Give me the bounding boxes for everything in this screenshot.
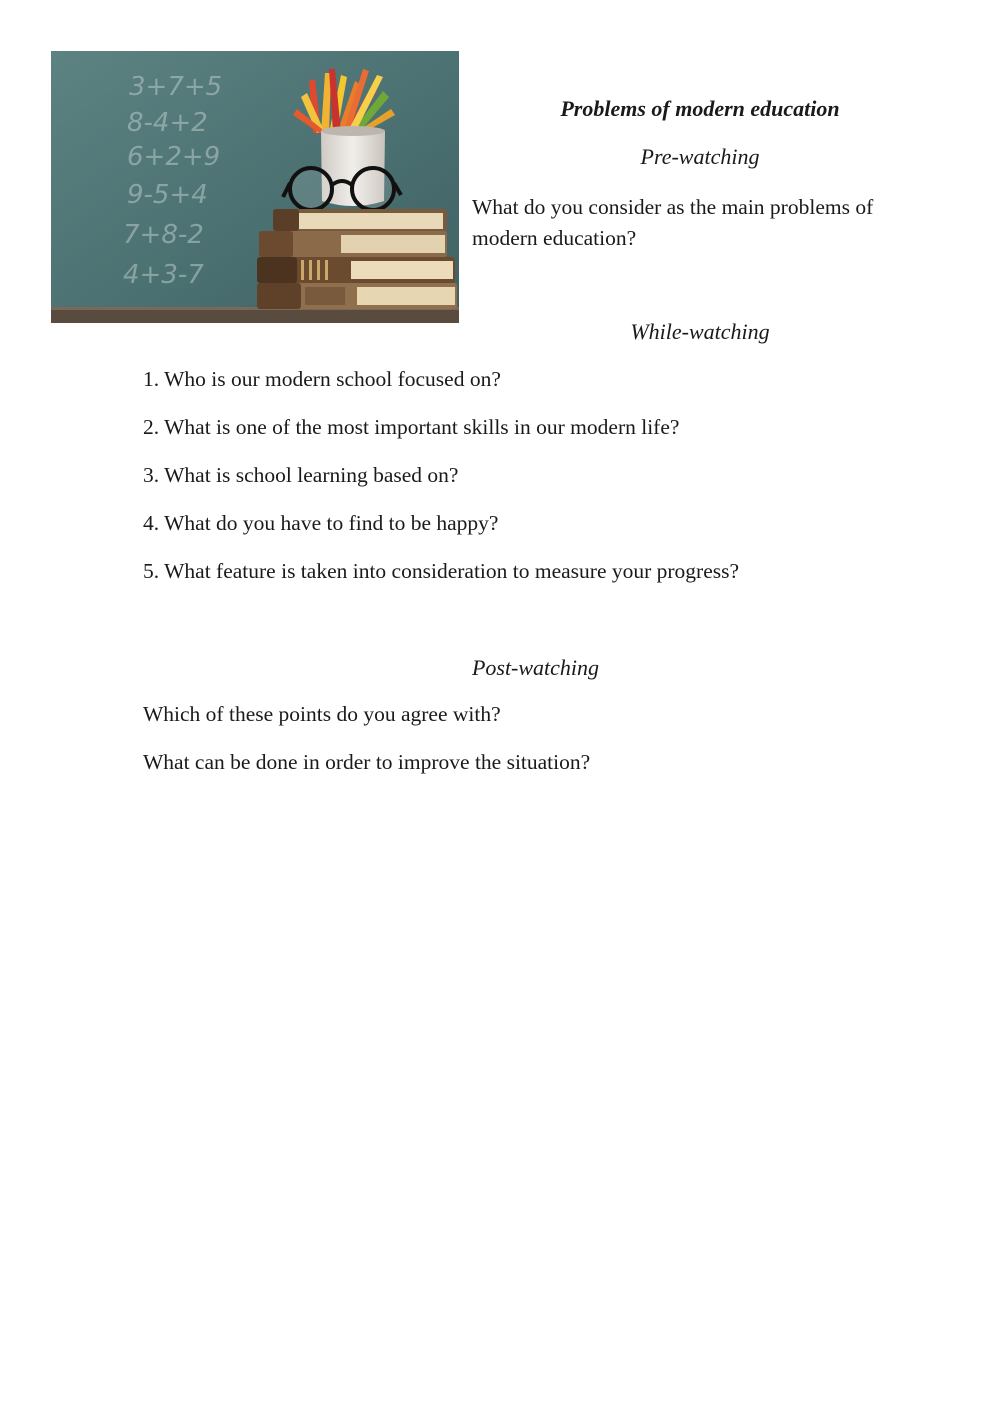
books-stack-icon [257,209,457,309]
chalk-formula: 4+3-7 [123,260,204,290]
post-watching-question-2: What can be done in order to improve the situation? [143,750,591,774]
chalkboard-books-image [51,51,459,323]
page-title: Problems of modern education [560,96,840,121]
chalk-formula: 6+2+9 [127,142,221,172]
pre-watching-heading: Pre-watching [640,144,760,169]
chalk-formula: 3+7+5 [129,72,223,102]
pre-watching-question: What do you consider as the main problems of modern education? [472,195,874,250]
chalk-formula: 8-4+2 [127,108,208,138]
while-watching-question-3: 3. What is school learning based on? [143,463,459,487]
while-watching-question-5: 5. What feature is taken into consideration to measure your progress? [143,559,740,583]
while-watching-question-4: 4. What do you have to find to be happy? [143,511,499,535]
while-watching-heading: While-watching [630,319,770,344]
chalk-formula: 9-5+4 [127,180,208,210]
chalk-formula: 7+8-2 [123,220,204,250]
post-watching-heading: Post-watching [471,655,600,680]
post-watching-question-1: Which of these points do you agree with? [143,702,501,726]
table-top [51,309,459,323]
while-watching-question-1: 1. Who is our modern school focused on? [143,367,501,391]
while-watching-question-2: 2. What is one of the most important skills in our modern life? [143,415,680,439]
